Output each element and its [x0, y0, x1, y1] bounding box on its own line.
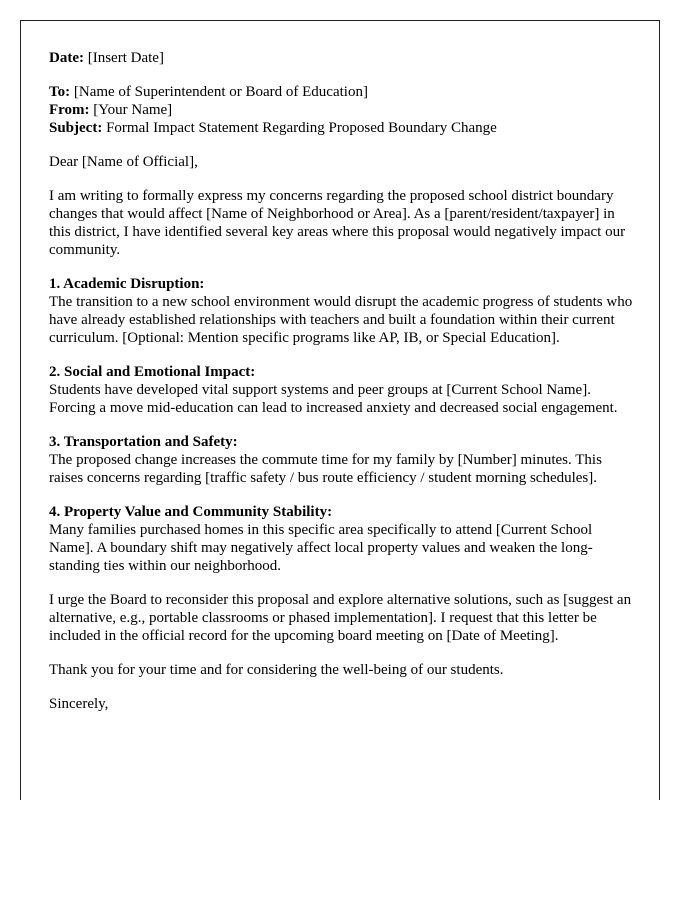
date-label: Date: [49, 50, 84, 66]
to-line [49, 83, 639, 101]
section-title: 3. Transportation and Safety: [49, 434, 238, 450]
salutation: Dear [Name of Official], [49, 154, 198, 170]
signoff: Sincerely, [49, 696, 109, 712]
from-label: From: [49, 102, 90, 118]
section-social [49, 363, 639, 417]
subject-line [49, 119, 639, 137]
subject-value: Formal Impact Statement Regarding Proposed Boundary Change [106, 120, 497, 136]
from-value: [Your Name] [93, 102, 173, 118]
closing-request-paragraph: I urge the Board to reconsider this proposal and explore alternative solutions, such as [suggest an alternative, e.g., portable classrooms or phased implementation]. I request that this letter be included in the official record for the upcoming board meeting on [Date of Meeting]. [49, 592, 632, 644]
date-value: [Insert Date] [87, 50, 164, 66]
to-value: [Name of Superintendent or Board of Education] [73, 84, 368, 100]
section-body: The proposed change increases the commute time for my family by [Number] minutes. This raises concerns regarding [traffic safety / bus route efficiency / student morning schedules]. [49, 452, 602, 486]
letter-body [49, 49, 639, 729]
subject-label: Subject: [49, 120, 103, 136]
from-line [49, 101, 639, 119]
section-transportation [49, 433, 639, 487]
address-block [49, 83, 639, 137]
section-body: Many families purchased homes in this specific area specifically to attend [Current School Name]. A boundary shift may negatively affect local property values and weaken the long-standing ties within our neighborhood. [49, 522, 593, 574]
section-property [49, 503, 639, 575]
section-title: 4. Property Value and Community Stability: [49, 504, 333, 520]
section-title: 1. Academic Disruption: [49, 276, 205, 292]
section-academic [49, 275, 639, 347]
letter-page [20, 20, 660, 800]
section-body: The transition to a new school environment would disrupt the academic progress of students who have already established relationships with teachers and built a foundation within their current curriculum. [Optional: Mention specific programs like AP, IB, or Special Education]. [49, 294, 633, 346]
date-line [49, 49, 639, 67]
thanks-paragraph: Thank you for your time and for considering the well-being of our students. [49, 662, 504, 678]
section-body: Students have developed vital support systems and peer groups at [Current School Name]. Forcing a move mid-education can lead to increased anxiety and decreased social engagement. [49, 382, 618, 416]
to-label: To: [49, 84, 71, 100]
intro-paragraph: I am writing to formally express my concerns regarding the proposed school district boundary changes that would affect [Name of Neighborhood or Area]. As a [parent/resident/taxpayer] in this district, I have identified several key areas where this proposal would negatively impact our community. [49, 188, 626, 258]
section-title: 2. Social and Emotional Impact: [49, 364, 256, 380]
